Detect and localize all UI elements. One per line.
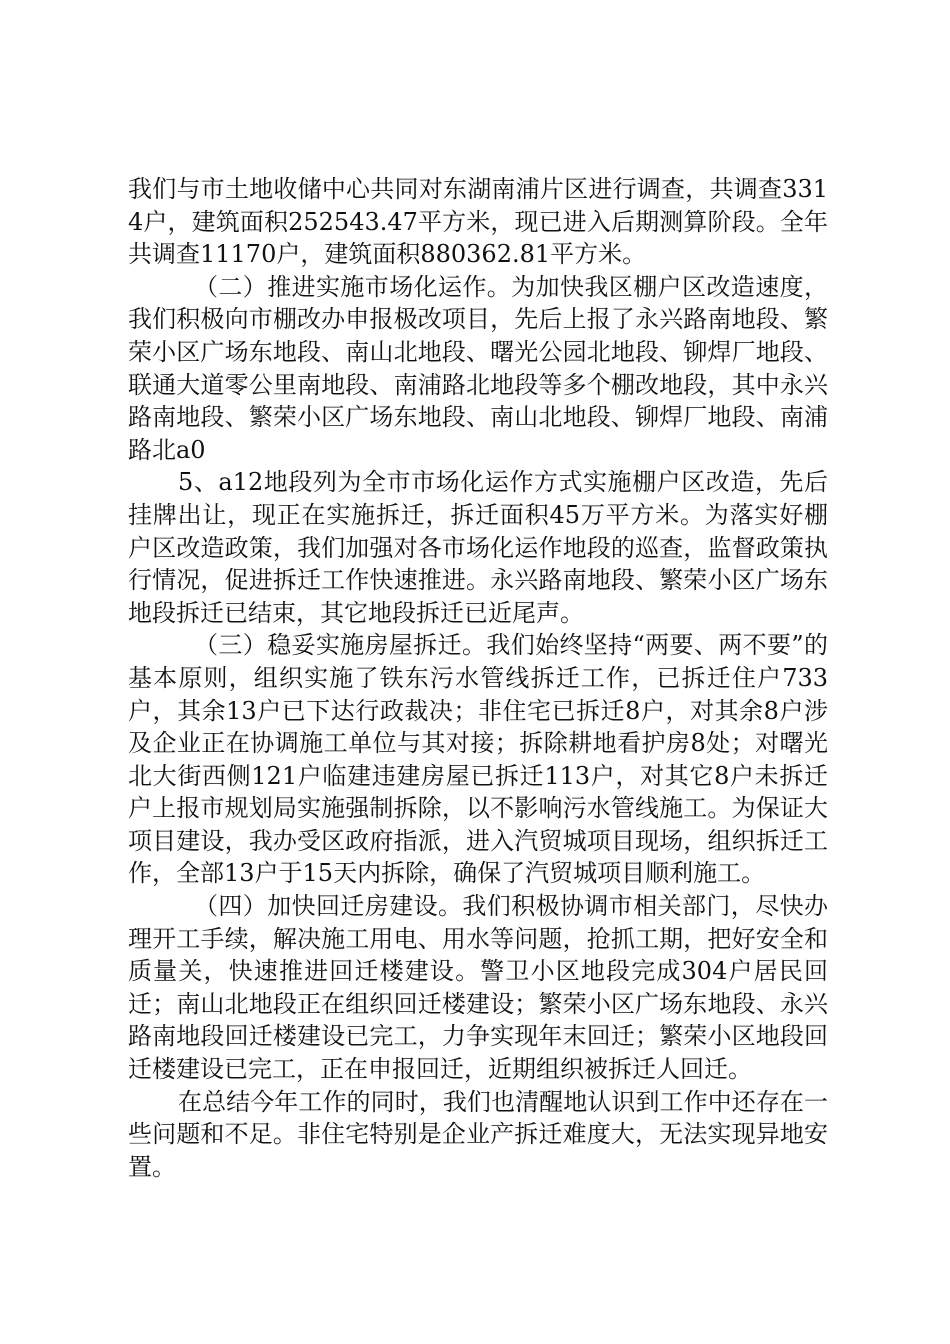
paragraph-resettlement-construction (128, 890, 828, 1086)
paragraph-house-demolition (128, 629, 828, 890)
text-line: 3314户，建筑面积252543.47平方米，现已进入后期测算阶段。 (128, 175, 828, 236)
text-line: （四）加快回迁房建设。我们积极协调市相关部门，尽快 (194, 892, 804, 921)
text-line: 其中永兴路南地段、繁荣小区广场东地段、南山北地段、铆焊 (128, 370, 829, 432)
text-line: 我们积极向市棚改办申报极改项目，先后上报了永兴路南地段、 (128, 305, 804, 334)
text-line: （三）稳妥实施房屋拆迁。我们始终坚持“两要、两不 (194, 631, 767, 660)
text-line: 繁荣小区广场东地段、南山北地段、曙光公园北地段、铆焊厂 (128, 305, 828, 366)
text-line: 现异地安置。 (128, 1120, 829, 1181)
text-line: 对其余8户涉及企业正在协调施工单位与其对接；拆除耕地看 (128, 696, 828, 758)
text-line: 户，对其它8户未拆迁户上报市规划局实施强制拆除，以不影 (128, 761, 828, 823)
text-line: 要”的基本原则，组织实施了铁东污水管线拆迁工作，已拆迁 (128, 631, 828, 692)
text-line: 在总结今年工作的同时，我们也清醒地认识到工作中还存 (178, 1087, 780, 1116)
text-line: 督政策执行情况，促进拆迁工作快速推进。永兴路南地段、繁 (128, 533, 829, 595)
text-line: 入汽贸城项目现场，组织拆迁工作，全部13户于15天内拆除， (128, 826, 829, 888)
text-line: 全年共调查11170户，建筑面积880362.81平方米。 (128, 207, 828, 269)
text-line: 住户733户，其余13户已下达行政裁决；非住宅已拆迁8户， (128, 663, 829, 725)
text-line: 繁荣小区地段回迁楼建设已完工，正在申报回迁，近期组织被 (128, 1022, 828, 1084)
text-line: 办理开工手续，解决施工用电、用水等问题，抢抓工期，把好 (128, 892, 828, 953)
text-line: （二）推进实施市场化运作。为加快我区棚户区改造速度， (194, 272, 828, 301)
text-line: 在一些问题和不足。非住宅特别是企业产拆迁难度大，无法实 (128, 1087, 828, 1149)
text-line: 响污水管线施工。为保证大项目建设，我办受区政府指派，进 (128, 794, 829, 855)
paragraph-market-operation-continued (128, 466, 828, 629)
text-line: 拆迁人回迁。 (608, 1055, 752, 1084)
text-line: 户居民回迁；南山北地段正在组织回迁楼建设；繁荣小区广场 (128, 957, 829, 1018)
text-line: 好棚户区改造政策，我们加强对各市场化运作地段的巡查，监 (128, 500, 828, 562)
text-line: 安全和质量关，快速推进回迁楼建设。警卫小区地段完成304 (128, 924, 829, 986)
text-line: 东地段、永兴路南地段回迁楼建设已完工，力争实现年末回迁； (128, 989, 829, 1051)
text-line: 5、a12地段列为全市市场化运作方式实施棚户区改造，先 (178, 468, 804, 497)
text-line: 厂地段、南浦路北a0 (128, 403, 829, 464)
paragraph-market-operation (128, 271, 828, 467)
text-line: 地段、联通大道零公里南地段、南浦路北地段等多个棚改地段， (128, 337, 829, 399)
text-line: 荣小区广场东地段拆迁已结束，其它地段拆迁已近尾声。 (128, 566, 829, 627)
document-body (128, 173, 828, 1183)
text-line: 我们与市土地收储中心共同对东湖南浦片区进行调查，共调查 (128, 175, 783, 203)
paragraph-survey-summary (128, 173, 828, 271)
text-line: 后挂牌出让，现正在实施拆迁，拆迁面积45万平方米。为落实 (128, 468, 828, 529)
text-line: 确保了汽贸城项目顺利施工。 (453, 859, 766, 888)
text-line: 护房8处；对曙光北大街西侧121户临建违建房屋已拆迁113 (128, 729, 828, 790)
paragraph-problems (128, 1086, 828, 1184)
